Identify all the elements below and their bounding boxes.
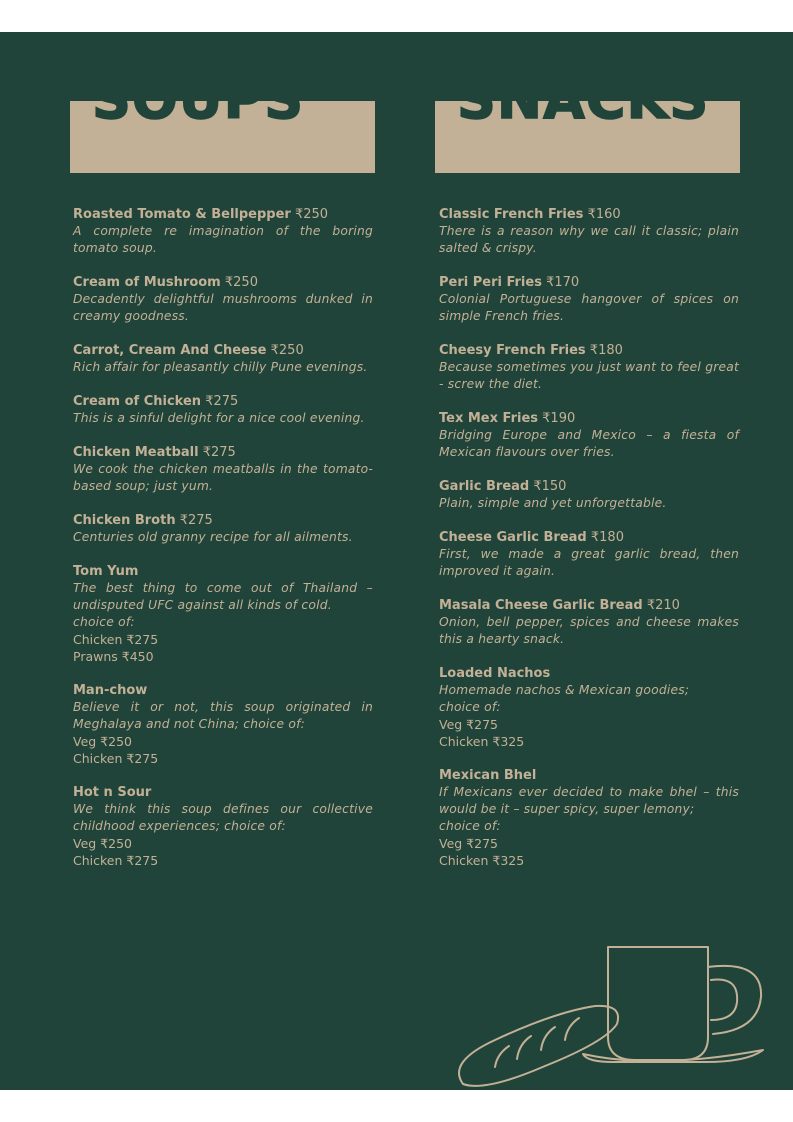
item-name: Tex Mex Fries (439, 411, 539, 426)
item-price: ₹190 (542, 411, 576, 426)
item-name: Classic French Fries (439, 207, 584, 222)
item-description: Centuries old granny recipe for all ailments. (73, 530, 353, 544)
item-option: Veg ₹275 (439, 836, 498, 851)
menu-item (73, 784, 373, 869)
item-price: ₹180 (589, 343, 623, 358)
item-option: Chicken ₹325 (439, 853, 525, 868)
menu-item (73, 342, 373, 376)
item-price: ₹150 (533, 479, 567, 494)
item-heading (439, 529, 739, 546)
item-heading (73, 784, 373, 801)
menu-item (73, 512, 373, 546)
snacks-heading: SNACKS (457, 68, 710, 131)
item-name: Mexican Bhel (439, 768, 537, 783)
menu-item (73, 393, 373, 427)
menu-item (73, 206, 373, 257)
item-heading (439, 665, 739, 682)
item-name: Roasted Tomato & Bellpepper (73, 207, 291, 222)
item-option: Veg ₹250 (73, 734, 132, 749)
menu-page (0, 32, 793, 1090)
item-description: The best thing to come out of Thailand – undisputed UFC against all kinds of cold. (73, 581, 373, 612)
options-label: choice of: (439, 700, 501, 714)
item-heading (439, 767, 739, 784)
item-name: Loaded Nachos (439, 666, 551, 681)
item-description: A complete re imagination of the boring tomato soup. (73, 224, 373, 255)
item-name: Cheese Garlic Bread (439, 530, 587, 545)
options-label: choice of: (439, 819, 501, 833)
item-price: ₹250 (294, 207, 329, 222)
menu-item (439, 274, 739, 325)
menu-item (439, 597, 739, 648)
item-name: Carrot, Cream And Cheese (73, 343, 267, 358)
item-heading (73, 512, 373, 529)
item-option: Chicken ₹275 (73, 632, 159, 647)
item-name: Cheesy French Fries (439, 343, 586, 358)
item-description: Decadently delightful mushrooms dunked in creamy goodness. (73, 292, 373, 323)
item-heading (73, 342, 373, 359)
item-description: First, we made a great garlic bread, then improved it again. (439, 547, 739, 578)
item-description: This is a sinful delight for a nice cool evening. (73, 411, 365, 425)
soups-heading: SOUPS (92, 68, 305, 131)
item-name: Garlic Bread (439, 479, 530, 494)
item-option: Veg ₹275 (439, 717, 498, 732)
menu-item (439, 529, 739, 580)
item-name: Hot n Sour (73, 785, 152, 800)
item-heading (439, 597, 739, 614)
item-name: Peri Peri Fries (439, 275, 542, 290)
item-option: Chicken ₹275 (73, 853, 159, 868)
item-description: Plain, simple and yet unforgettable. (439, 496, 667, 510)
illustration (455, 942, 775, 1092)
menu-item (439, 665, 739, 750)
item-description: Believe it or not, this soup originated in Meghalaya and not China; choice of: (73, 700, 373, 731)
item-option: Chicken ₹275 (73, 751, 159, 766)
soups-list (73, 206, 373, 886)
item-heading (439, 274, 739, 291)
item-option: Chicken ₹325 (439, 734, 525, 749)
item-price: ₹250 (224, 275, 258, 290)
soups-heading-block (70, 68, 375, 173)
item-description: Onion, bell pepper, spices and cheese makes this a hearty snack. (439, 615, 739, 646)
item-heading (439, 478, 739, 495)
item-name: Cream of Chicken (73, 394, 202, 409)
item-heading (73, 393, 373, 410)
menu-item (73, 274, 373, 325)
item-price: ₹275 (179, 513, 213, 528)
item-heading (73, 682, 373, 699)
item-description: If Mexicans ever decided to make bhel – this would be it – super spicy, super lemony; (439, 785, 739, 816)
coffee-cup-icon (583, 947, 763, 1062)
baguette-icon (459, 1006, 618, 1086)
item-name: Tom Yum (73, 564, 139, 579)
item-name: Cream of Mushroom (73, 275, 221, 290)
item-description: Homemade nachos & Mexican goodies; (439, 683, 690, 697)
item-heading (73, 563, 373, 580)
item-description: Bridging Europe and Mexico – a fiesta of Mexican flavours over fries. (439, 428, 739, 459)
item-price: ₹160 (587, 207, 621, 222)
item-price: ₹275 (205, 394, 239, 409)
item-description: We think this soup defines our collective childhood experiences; choice of: (73, 802, 373, 833)
item-description: There is a reason why we call it classic; plain salted & crispy. (439, 224, 739, 255)
menu-item (439, 342, 739, 393)
item-name: Masala Cheese Garlic Bread (439, 598, 643, 613)
item-name: Chicken Broth (73, 513, 176, 528)
item-price: ₹275 (202, 445, 236, 460)
item-heading (73, 274, 373, 291)
menu-item (439, 410, 739, 461)
item-heading (73, 206, 373, 223)
menu-item (73, 563, 373, 665)
snacks-list (439, 206, 739, 886)
item-description: Because sometimes you just want to feel great - screw the diet. (439, 360, 739, 391)
item-name: Man-chow (73, 683, 148, 698)
item-price: ₹210 (646, 598, 680, 613)
item-heading (439, 206, 739, 223)
menu-item (439, 478, 739, 512)
item-price: ₹170 (546, 275, 580, 290)
item-description: We cook the chicken meatballs in the tomato-based soup; just yum. (73, 462, 373, 493)
item-description: Rich affair for pleasantly chilly Pune evenings. (73, 360, 368, 374)
item-description: Colonial Portuguese hangover of spices on simple French fries. (439, 292, 739, 323)
item-heading (439, 342, 739, 359)
snacks-heading-block (435, 68, 740, 173)
options-label: choice of: (73, 615, 135, 629)
item-heading (73, 444, 373, 461)
item-price: ₹180 (590, 530, 624, 545)
menu-item (73, 682, 373, 767)
menu-item (439, 206, 739, 257)
menu-item (73, 444, 373, 495)
item-heading (439, 410, 739, 427)
item-option: Veg ₹250 (73, 836, 132, 851)
item-name: Chicken Meatball (73, 445, 199, 460)
menu-item (439, 767, 739, 869)
item-price: ₹250 (270, 343, 304, 358)
item-option: Prawns ₹450 (73, 649, 154, 664)
